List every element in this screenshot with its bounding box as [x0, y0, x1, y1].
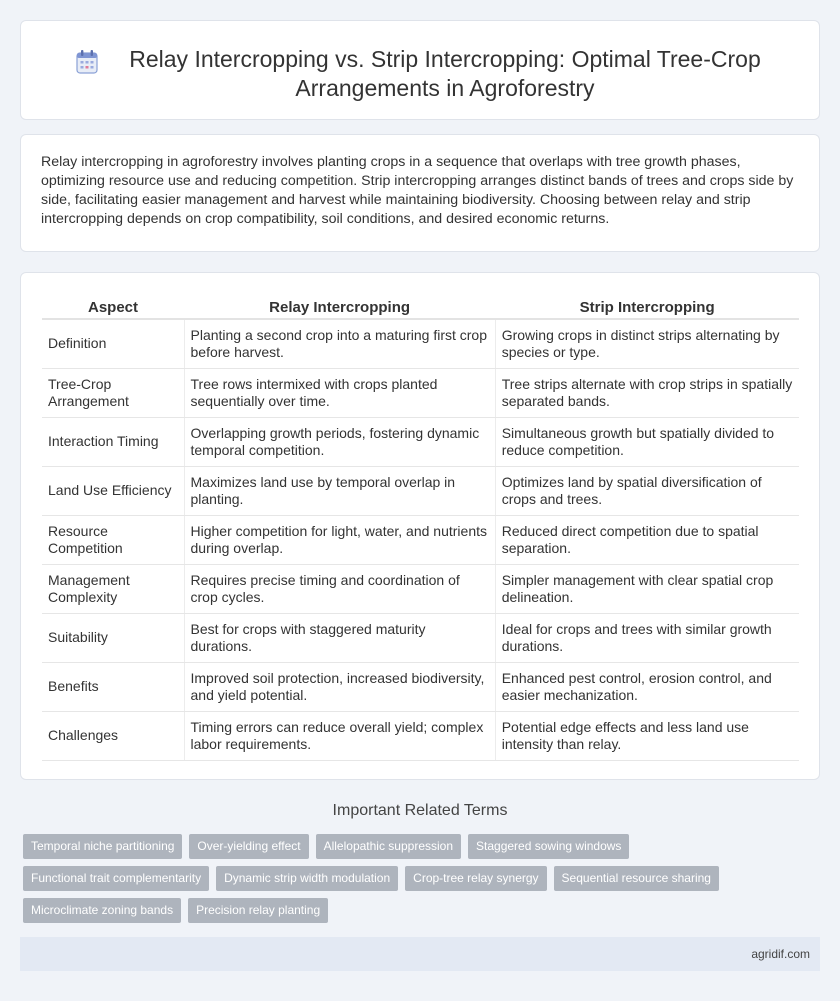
comparison-table	[42, 291, 799, 761]
table-row	[42, 417, 799, 466]
cell-aspect: Land Use Efficiency	[42, 466, 184, 515]
related-term-tag[interactable]: Temporal niche partitioning	[23, 834, 182, 859]
cell-strip: Simultaneous growth but spatially divided to reduce competition.	[495, 417, 799, 466]
cell-relay: Tree rows intermixed with crops planted sequentially over time.	[184, 368, 495, 417]
cell-strip: Simpler management with clear spatial crop delineation.	[495, 564, 799, 613]
tag-row	[23, 898, 823, 923]
header-relay: Relay Intercropping	[184, 291, 495, 319]
related-terms-title: Important Related Terms	[332, 802, 508, 819]
table-row	[42, 564, 799, 613]
cell-strip: Tree strips alternate with crop strips in spatially separated bands.	[495, 368, 799, 417]
title-wrap	[21, 45, 819, 103]
table-header-row	[42, 291, 799, 319]
intro-paragraph: Relay intercropping in agroforestry involves planting crops in a sequence that overlaps with tree growth phases, optimizing resource use and reducing competition. Strip intercropping arranges distinct bands of trees and crops side by side, facilitating easier management and harvest while maintaining biodiversity. Choosing between relay and strip intercropping depends on crop compatibility, soil conditions, and desired economic returns.	[41, 154, 794, 227]
cell-relay: Improved soil protection, increased biodiversity, and yield potential.	[184, 662, 495, 711]
table-row	[42, 368, 799, 417]
cell-relay: Planting a second crop into a maturing first crop before harvest.	[184, 319, 495, 368]
page-title: Relay Intercropping vs. Strip Intercropping: Optimal Tree-Crop Arrangements in Agroforestry	[129, 46, 761, 101]
related-terms-tags	[23, 834, 823, 930]
intro-card	[20, 134, 820, 252]
table-row	[42, 613, 799, 662]
header-strip: Strip Intercropping	[495, 291, 799, 319]
calendar-icon	[75, 49, 99, 75]
related-term-tag[interactable]: Allelopathic suppression	[316, 834, 461, 859]
table-row	[42, 319, 799, 368]
table-row	[42, 711, 799, 760]
cell-relay: Higher competition for light, water, and nutrients during overlap.	[184, 515, 495, 564]
cell-aspect: Benefits	[42, 662, 184, 711]
related-term-tag[interactable]: Precision relay planting	[188, 898, 328, 923]
related-term-tag[interactable]: Dynamic strip width modulation	[216, 866, 398, 891]
cell-strip: Optimizes land by spatial diversification of crops and trees.	[495, 466, 799, 515]
cell-strip: Potential edge effects and less land use intensity than relay.	[495, 711, 799, 760]
cell-relay: Timing errors can reduce overall yield; complex labor requirements.	[184, 711, 495, 760]
cell-aspect: Interaction Timing	[42, 417, 184, 466]
cell-relay: Best for crops with staggered maturity durations.	[184, 613, 495, 662]
table-row	[42, 662, 799, 711]
footer	[20, 937, 820, 971]
cell-strip: Ideal for crops and trees with similar growth durations.	[495, 613, 799, 662]
header-aspect: Aspect	[42, 291, 184, 319]
related-term-tag[interactable]: Microclimate zoning bands	[23, 898, 181, 923]
cell-aspect: Tree-Crop Arrangement	[42, 368, 184, 417]
cell-aspect: Resource Competition	[42, 515, 184, 564]
cell-strip: Enhanced pest control, erosion control, and easier mechanization.	[495, 662, 799, 711]
comparison-table-card	[20, 272, 820, 780]
cell-strip: Reduced direct competition due to spatial separation.	[495, 515, 799, 564]
cell-aspect: Suitability	[42, 613, 184, 662]
cell-aspect: Management Complexity	[42, 564, 184, 613]
cell-relay: Requires precise timing and coordination of crop cycles.	[184, 564, 495, 613]
cell-aspect: Definition	[42, 319, 184, 368]
cell-relay: Overlapping growth periods, fostering dynamic temporal competition.	[184, 417, 495, 466]
related-term-tag[interactable]: Staggered sowing windows	[468, 834, 629, 859]
tag-row	[23, 866, 823, 891]
cell-relay: Maximizes land use by temporal overlap in planting.	[184, 466, 495, 515]
table-row	[42, 466, 799, 515]
header-card	[20, 20, 820, 120]
related-term-tag[interactable]: Over-yielding effect	[189, 834, 308, 859]
related-term-tag[interactable]: Functional trait complementarity	[23, 866, 209, 891]
footer-site[interactable]: agridif.com	[751, 947, 810, 961]
cell-aspect: Challenges	[42, 711, 184, 760]
related-term-tag[interactable]: Crop-tree relay synergy	[405, 866, 546, 891]
related-term-tag[interactable]: Sequential resource sharing	[554, 866, 719, 891]
tag-row	[23, 834, 823, 859]
cell-strip: Growing crops in distinct strips alternating by species or type.	[495, 319, 799, 368]
table-row	[42, 515, 799, 564]
